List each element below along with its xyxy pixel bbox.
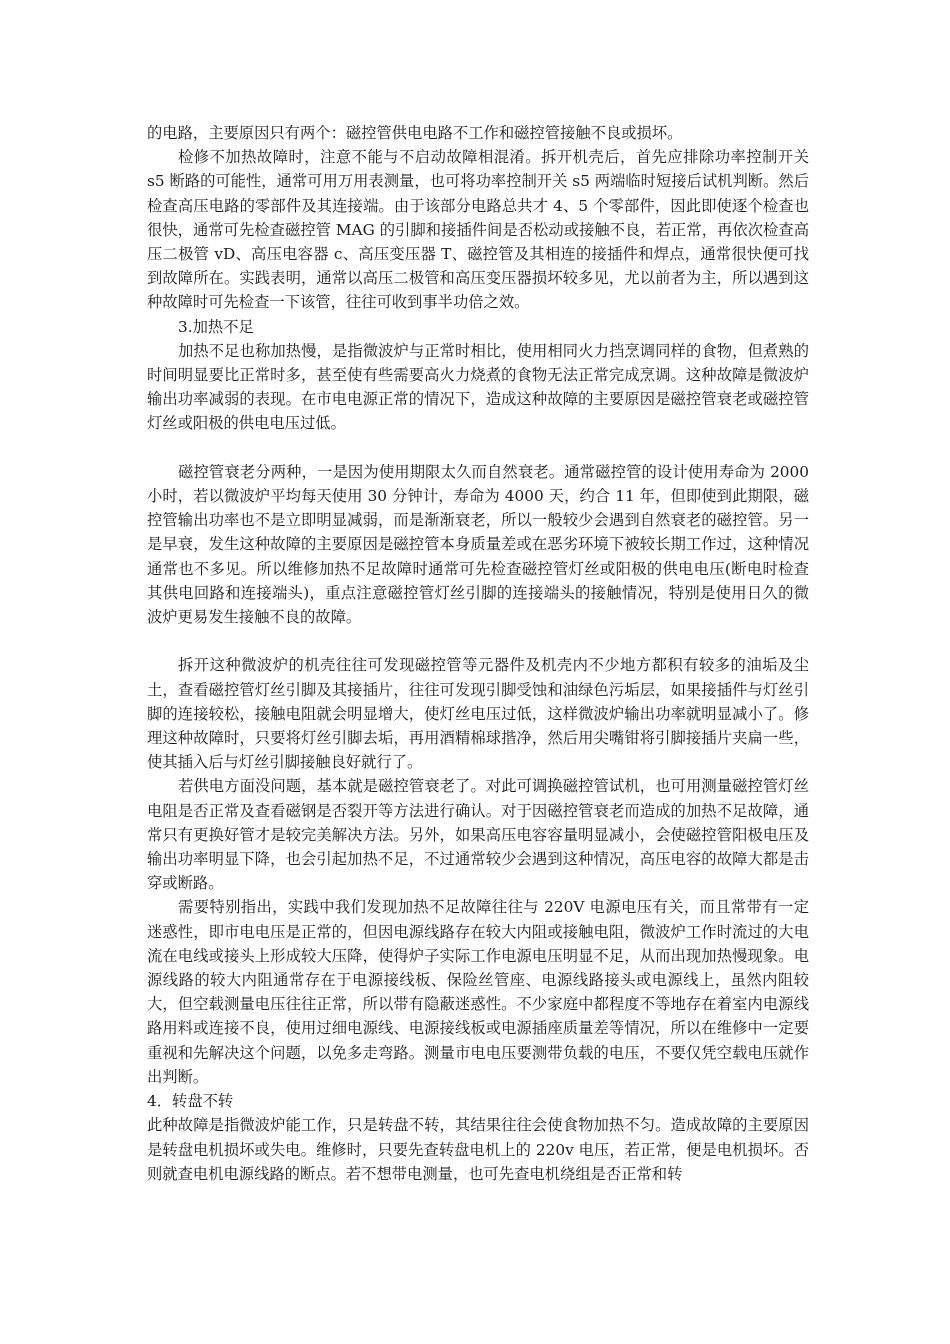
paragraph-4: 磁控管衰老分两种，一是因为使用期限太久而自然衰老。通常磁控管的设计使用寿命为 2000 小时，若以微波炉平均每天使用 30 分钟计，寿命为 4000 天，约合 11 年，但即使到此期限，磁控管输出功率也不是立即明显减弱，而是渐渐衰老，所以一般较少会遇到自然衰老的磁控管。另一是早衰，发生这种故障的主要原因是磁控管本身质量差或在恶劣环境下被较长期工作过，这种情况通常也不多见。所以维修加热不足故障时通常可先检查磁控管灯丝或阳极的供电电压(断电时检查其供电回路和连接端头)，重点注意磁控管灯丝引脚的连接端头的接触情况，特别是使用日久的微波炉更易发生接触不良的故障。 xyxy=(147,462,809,627)
paragraph-1: 的电路，主要原因只有两个：磁控管供电电路不工作和磁控管接触不良或损坏。 xyxy=(147,124,683,142)
paragraph-6: 若供电方面没问题，基本就是磁控管衰老了。对此可调换磁控管试机，也可用测量磁控管灯丝电阻是否正常及查看磁钢是否裂开等方法进行确认。对于因磁控管衰老而造成的加热不足故障，通常只有更换好管才是较完美解决方法。另外，如果高压电容容量明显减小，会使磁控管阳极电压及输出功率明显下降，也会引起加热不足，不过通常较少会遇到这种情况，高压电容的故障大都是击穿或断路。 xyxy=(147,777,809,893)
blank-line xyxy=(147,629,809,653)
paragraph-8: 此种故障是指微波炉能工作，只是转盘不转，其结果往往会使食物加热不匀。造成故障的主要原因是转盘电机损坏或失电。维修时，只要先查转盘电机上的 220v 电压，若正常，便是电机损坏。否则就查电机电源线路的断点。若不想带电测量，也可先查电机绕组是否正常和转 xyxy=(147,1116,809,1183)
document-body xyxy=(147,121,809,1186)
section-heading-4: 4．转盘不转 xyxy=(147,1092,234,1111)
paragraph-5: 拆开这种微波炉的机壳往往可发现磁控管等元器件及机壳内不少地方都积有较多的油垢及尘土，查看磁控管灯丝引脚及其接插片，往往可发现引脚受蚀和油绿色污垢层，如果接插件与灯丝引脚的连接较松，接触电阻就会明显增大，使灯丝电压过低，这样微波炉输出功率就明显减小了。修理这种故障时，只要将灯丝引脚去垢，再用酒精棉球揩净，然后用尖嘴钳将引脚接插片夹扁一些，使其插入后与灯丝引脚接触良好就行了。 xyxy=(147,656,809,772)
paragraph-7: 需要特别指出，实践中我们发现加热不足故障往往与 220V 电源电压有关，而且常带有一定迷惑性，即市电电压是正常的，但因电源线路存在较大内阻或接触电阻，微波炉工作时流过的大电流在电线或接头上形成较大压降，使得炉子实际工作电源电压明显不足，从而出现加热慢现象。电源线路的较大内阻通常存在于电源接线板、保险丝管座、电源线路接头或电源线上，虽然内阻较大，但空载测量电压往往正常，所以带有隐蔽迷惑性。不少家庭中都程度不等地存在着室内电源线路用料或连接不良，使用过细电源线、电源接线板或电源插座质量差等情况，所以在维修中一定要重视和先解决这个问题，以免多走弯路。测量市电电压要测带负载的电压，不要仅凭空载电压就作出判断。 xyxy=(147,898,809,1086)
section-heading-3: 3.加热不足 xyxy=(178,317,254,336)
blank-line xyxy=(147,436,809,460)
paragraph-3: 加热不足也称加热慢，是指微波炉与正常时相比，使用相同火力挡烹调同样的食物，但煮熟的时间明显要比正常时多，甚至使有些需要高火力烧煮的食物无法正常完成烹调。这种故障是微波炉输出功率减弱的表现。在市电电源正常的情况下，造成这种故障的主要原因是磁控管衰老或磁控管灯丝或阳极的供电电压过低。 xyxy=(147,341,809,433)
paragraph-2: 检修不加热故障时，注意不能与不启动故障相混淆。拆开机壳后，首先应排除功率控制开关 s5 断路的可能性，通常可用万用表测量，也可将功率控制开关 s5 两端临时短接后试机判断。然后检查高压电路的零部件及其连接端。由于该部分电路总共才 4、5 个零部件，因此即使逐个检查也很快，通常可先检查磁控管 MAG 的引脚和接插件间是否松动或接触不良，若正常，再依次检查高压二极管 vD、高压电容器 c、高压变压器 T、磁控管及其相连的接插件和焊点，通常很快便可找到故障所在。实践表明，通常以高压二极管和高压变压器损坏较多见，尤以前者为主，所以遇到这种故障时可先检查一下该管，往往可收到事半功倍之效。 xyxy=(147,148,809,312)
